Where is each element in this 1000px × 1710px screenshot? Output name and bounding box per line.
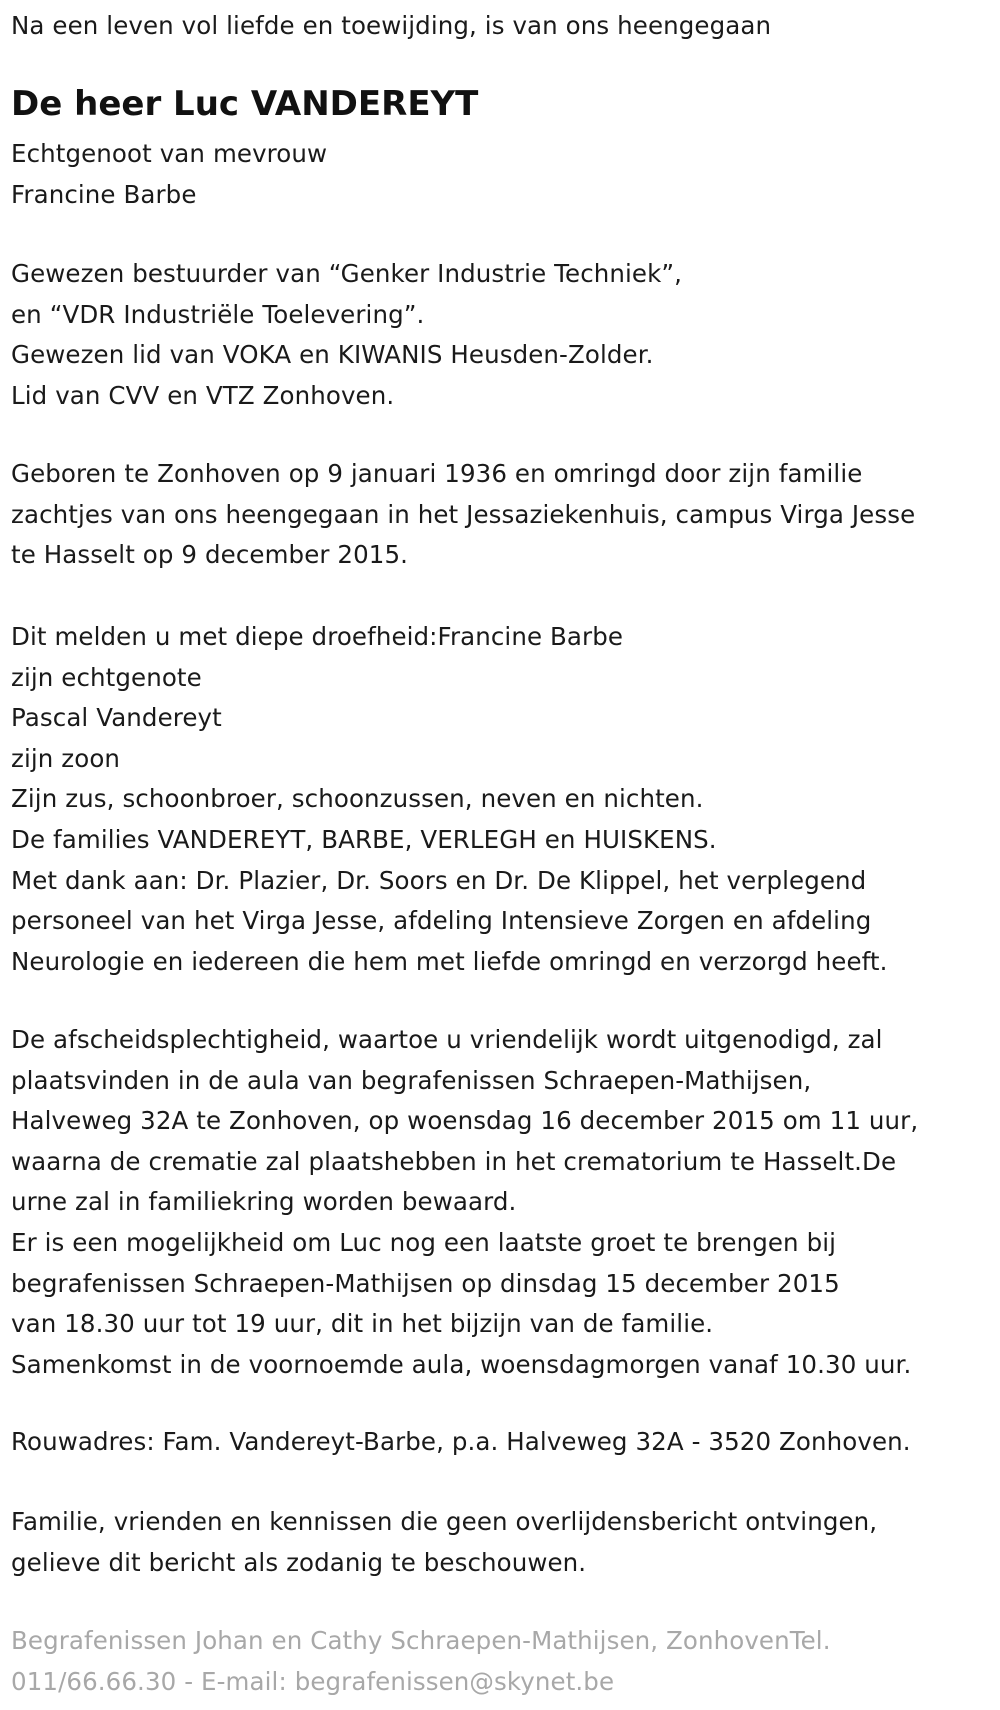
funeral-section [11,1020,918,1385]
family-line: Dit melden u met diepe droefheid:Francine Barbe [11,622,624,651]
funeral-line: De afscheidsplechtigheid, waartoe u vriendelijk wordt uitgenodigd, zal [11,1025,883,1054]
career-line: en “VDR Industriële Toelevering”. [11,299,425,329]
funeral-line: Halveweg 32A te Zonhoven, op woensdag 16 december 2015 om 11 uur, [11,1106,919,1136]
family-line: De families VANDEREYT, BARBE, VERLEGH en HUISKENS. [11,824,717,854]
footer-contact-line: 011/66.66.30 - E-mail: begrafenissen@skynet.be [11,1666,615,1696]
family-line: personeel van het Virga Jesse, afdeling Intensieve Zorgen en afdeling [11,906,872,936]
career-line: Lid van CVV en VTZ Zonhoven. [11,380,395,410]
footer-line: Begrafenissen Johan en Cathy Schraepen-Mathijsen, ZonhovenTel. [11,1626,831,1655]
career-line: Gewezen lid van VOKA en KIWANIS Heusden-Zolder. [11,340,654,370]
birth-line: te Hasselt op 9 december 2015. [11,540,409,570]
funeral-line: plaatsvinden in de aula van begrafenissen Schraepen-Mathijsen, [11,1065,812,1095]
notice-line: gelieve dit bericht als zodanig te beschouwen. [11,1547,587,1577]
spouse-line: Francine Barbe [11,179,197,209]
birth-section [11,454,915,576]
family-line: zijn zoon [11,743,121,773]
birth-line: zachtjes van ons heengegaan in het Jessaziekenhuis, campus Virga Jesse [11,499,916,529]
career-section [11,254,682,416]
funeral-line: Samenkomst in de voornoemde aula, woensdagmorgen vanaf 10.30 uur. [11,1349,912,1379]
address-section [11,1422,911,1463]
spouse-line: Echtgenoot van mevrouw [11,139,328,168]
funeral-line: Er is een mogelijkheid om Luc nog een laatste groet te brengen bij [11,1227,837,1257]
notice-line: Familie, vrienden en kennissen die geen overlijdensbericht ontvingen, [11,1507,878,1536]
family-line: Zijn zus, schoonbroer, schoonzussen, neven en nichten. [11,784,704,814]
funeral-line: waarna de crematie zal plaatshebben in het crematorium te Hasselt.De [11,1146,897,1176]
birth-line: Geboren te Zonhoven op 9 januari 1936 en omringd door zijn familie [11,459,863,488]
deceased-name: De heer Luc VANDEREYT [11,84,479,124]
spouse-section [11,134,327,215]
notice-section [11,1502,877,1583]
mourning-address: Rouwadres: Fam. Vandereyt-Barbe, p.a. Halveweg 32A - 3520 Zonhoven. [11,1427,911,1456]
family-line: Neurologie en iedereen die hem met liefde omringd en verzorgd heeft. [11,946,888,976]
family-line: zijn echtgenote [11,662,202,692]
funeral-line: begrafenissen Schraepen-Mathijsen op dinsdag 15 december 2015 [11,1268,840,1298]
career-line: Gewezen bestuurder van “Genker Industrie Techniek”, [11,259,683,288]
funeral-line: urne zal in familiekring worden bewaard. [11,1187,517,1217]
funeral-home-footer [11,1621,831,1702]
intro-text: Na een leven vol liefde en toewijding, is van ons heengegaan [11,11,772,40]
family-line: Met dank aan: Dr. Plazier, Dr. Soors en Dr. De Klippel, het verplegend [11,865,867,895]
family-section [11,617,888,982]
funeral-line: van 18.30 uur tot 19 uur, dit in het bijzijn van de familie. [11,1309,714,1339]
family-line: Pascal Vandereyt [11,703,222,733]
